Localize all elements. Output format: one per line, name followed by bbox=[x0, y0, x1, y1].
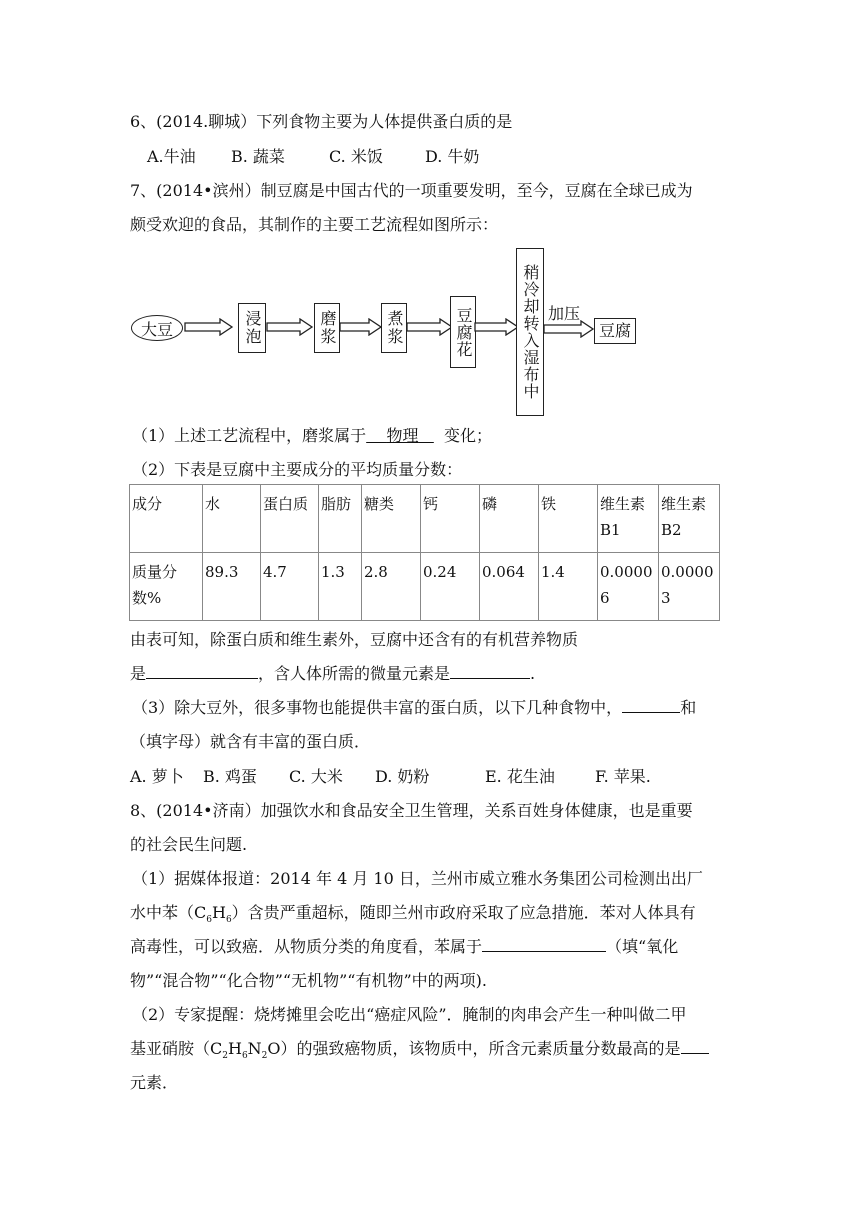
q7-part1-answer-text: 物理 bbox=[386, 426, 419, 445]
flow-step-soak bbox=[238, 303, 266, 353]
table-cell: 钙 bbox=[421, 485, 480, 553]
table-row bbox=[130, 553, 720, 621]
q7-part3-line1 bbox=[132, 696, 696, 720]
nitrosamine-formula-start: 基亚硝胺（C bbox=[130, 1039, 223, 1058]
formula-subscript: 2 bbox=[261, 1051, 268, 1062]
q6-stem: 6、(2014.聊城）下列食物主要为人体提供蚤白质的是 bbox=[130, 112, 513, 131]
q7-part2-period: . bbox=[530, 664, 536, 683]
table-cell: 0.00006 bbox=[598, 553, 659, 621]
q7-part1-suffix: 变化； bbox=[443, 426, 492, 445]
q7-part2-question-line2 bbox=[130, 662, 535, 686]
flow-arrow-1 bbox=[184, 318, 234, 336]
q6-option-a: A.牛油 bbox=[147, 147, 196, 166]
table-cell: 蛋白质 bbox=[261, 485, 319, 553]
formula-subscript: 6 bbox=[206, 915, 212, 926]
flow-end-tofu: 豆腐 bbox=[594, 318, 636, 344]
answer-blank[interactable] bbox=[450, 662, 530, 679]
formula-subscript: 6 bbox=[241, 1051, 248, 1062]
q8-part1-line1: （1）据媒体报道：2014 年 4 月 10 日，兰州市威立雅水务集团公司检测出出厂 bbox=[132, 869, 703, 888]
table-row-header: 质量分数% bbox=[130, 553, 203, 621]
q7-part3-line2: （填字母）就含有丰富的蛋白质． bbox=[130, 732, 371, 751]
q7-stem-line1: 7、(2014•滨州）制豆腐是中国古代的一项重要发明，至今，豆腐在全球已成为 bbox=[130, 181, 693, 200]
q7-part2-question-line1: 由表可知，除蛋白质和维生素外，豆腐中还含有的有机营养物质 bbox=[130, 630, 579, 649]
benzene-formula-start: 水中苯（C bbox=[130, 903, 207, 922]
flow-step-cool-wrap bbox=[516, 248, 544, 416]
q7-part2-trace-elements: ，含人体所需的微量元素是 bbox=[258, 664, 451, 683]
answer-blank[interactable] bbox=[482, 935, 606, 952]
table-cell: 铁 bbox=[539, 485, 598, 553]
formula-element: N bbox=[247, 1039, 262, 1058]
q7-part1 bbox=[132, 424, 492, 448]
q7-stem-line2: 颇受欢迎的食品，其制作的主要工艺流程如图所示： bbox=[130, 215, 499, 234]
q8-part1-line2 bbox=[130, 901, 696, 932]
flow-arrow-4 bbox=[406, 318, 454, 336]
q8-part1-line2-rest: ）含贵严重超标，随即兰州市政府采取了应急措施．苯对人体具有 bbox=[231, 903, 696, 922]
flow-start-soybean: 大豆 bbox=[131, 315, 183, 341]
formula-subscript: 2 bbox=[222, 1051, 228, 1062]
table-row-header: 成分 bbox=[130, 485, 203, 553]
q8-part1-line3 bbox=[130, 935, 678, 959]
q6-options bbox=[147, 145, 479, 169]
table-cell: 脂肪 bbox=[319, 485, 362, 553]
formula-element: H bbox=[211, 903, 226, 922]
table-cell: 0.24 bbox=[421, 553, 480, 621]
table-cell: 2.8 bbox=[362, 553, 421, 621]
flow-step-cool-wrap-label: 稍冷却转入湿布中 bbox=[521, 264, 540, 400]
q8-stem-line1: 8、(2014•济南）加强饮水和食品安全卫生管理，关系百姓身体健康，也是重要 bbox=[130, 801, 693, 820]
q7-part2-intro: （2）下表是豆腐中主要成分的平均质量分数： bbox=[132, 460, 463, 479]
answer-blank[interactable] bbox=[622, 696, 680, 713]
q7-option-a: A. 萝卜 bbox=[130, 767, 184, 786]
flow-arrow-3 bbox=[339, 318, 383, 336]
q8-part2-line1: （2）专家提醒：烧烤摊里会吃出“癌症风险”．腌制的肉串会产生一种叫做二甲 bbox=[132, 1005, 687, 1024]
flow-step-grind bbox=[314, 303, 340, 353]
q7-part3-options bbox=[130, 765, 651, 789]
flow-step-boil-label: 煮浆 bbox=[385, 310, 404, 346]
q6-option-d: D. 牛奶 bbox=[425, 147, 480, 166]
q8-part2-line3: 元素． bbox=[130, 1073, 179, 1092]
q6-option-b: B. 蔬菜 bbox=[231, 147, 285, 166]
table-cell: 水 bbox=[203, 485, 261, 553]
q8-part1-line3-text: 高毒性，可以致癌．从物质分类的角度看，苯属于 bbox=[130, 937, 483, 956]
answer-blank[interactable] bbox=[681, 1037, 709, 1054]
q8-part2-line2 bbox=[130, 1037, 709, 1068]
table-cell bbox=[659, 485, 720, 553]
flow-press-label: 加压 bbox=[548, 304, 581, 323]
q7-option-c: C. 大米 bbox=[289, 767, 343, 786]
vitamin-b1-label: 维生素B1 bbox=[600, 495, 646, 539]
q6-option-c: C. 米饭 bbox=[329, 147, 383, 166]
q7-option-b: B. 鸡蛋 bbox=[203, 767, 257, 786]
table-cell: 4.7 bbox=[261, 553, 319, 621]
flow-step-grind-label: 磨浆 bbox=[318, 310, 337, 346]
q7-option-f: F. 苹果. bbox=[595, 767, 651, 786]
table-cell: 1.3 bbox=[319, 553, 362, 621]
q8-part1-line3-hint: （填“氧化 bbox=[606, 937, 679, 956]
flow-step-tofu-flower-label: 豆腐花 bbox=[454, 306, 473, 358]
q7-option-e: E. 花生油 bbox=[485, 767, 555, 786]
table-row bbox=[130, 485, 720, 553]
answer-blank[interactable] bbox=[146, 662, 258, 679]
q8-stem-line2: 的社会民生问题. bbox=[130, 835, 248, 854]
formula-element: H bbox=[227, 1039, 242, 1058]
q7-part2-is: 是 bbox=[130, 664, 147, 683]
flow-step-boil bbox=[381, 303, 407, 353]
flow-arrow-6 bbox=[543, 320, 595, 338]
table-cell: 糖类 bbox=[362, 485, 421, 553]
q8-part2-line2-rest: O）的强致癌物质，该物质中，所含元素质量分数最高的是 bbox=[267, 1039, 681, 1058]
composition-table bbox=[129, 484, 720, 621]
flow-step-tofu-flower bbox=[450, 296, 476, 368]
q7-option-d: D. 奶粉 bbox=[375, 767, 430, 786]
table-cell: 89.3 bbox=[203, 553, 261, 621]
q7-part1-prefix: （1）上述工艺流程中，磨浆属于 bbox=[132, 426, 367, 445]
vitamin-b2-label: 维生素B2 bbox=[661, 495, 707, 539]
flow-arrow-5 bbox=[474, 318, 520, 336]
table-cell: 1.4 bbox=[539, 553, 598, 621]
q7-part3-and: 和 bbox=[680, 698, 697, 717]
table-cell: 磷 bbox=[480, 485, 539, 553]
formula-subscript: 6 bbox=[225, 915, 232, 926]
q7-part1-answer bbox=[366, 426, 434, 445]
flow-arrow-2 bbox=[266, 318, 314, 336]
q7-part3-text: （3）除大豆外，很多事物也能提供丰富的蛋白质，以下几种食物中， bbox=[132, 698, 623, 717]
table-cell: 0.00003 bbox=[659, 553, 720, 621]
flow-step-soak-label: 浸泡 bbox=[243, 310, 262, 346]
table-cell bbox=[598, 485, 659, 553]
q8-part1-line4: 物”“混合物”“化合物”“无机物”“有机物”中的两项). bbox=[130, 971, 487, 990]
table-cell: 0.064 bbox=[480, 553, 539, 621]
